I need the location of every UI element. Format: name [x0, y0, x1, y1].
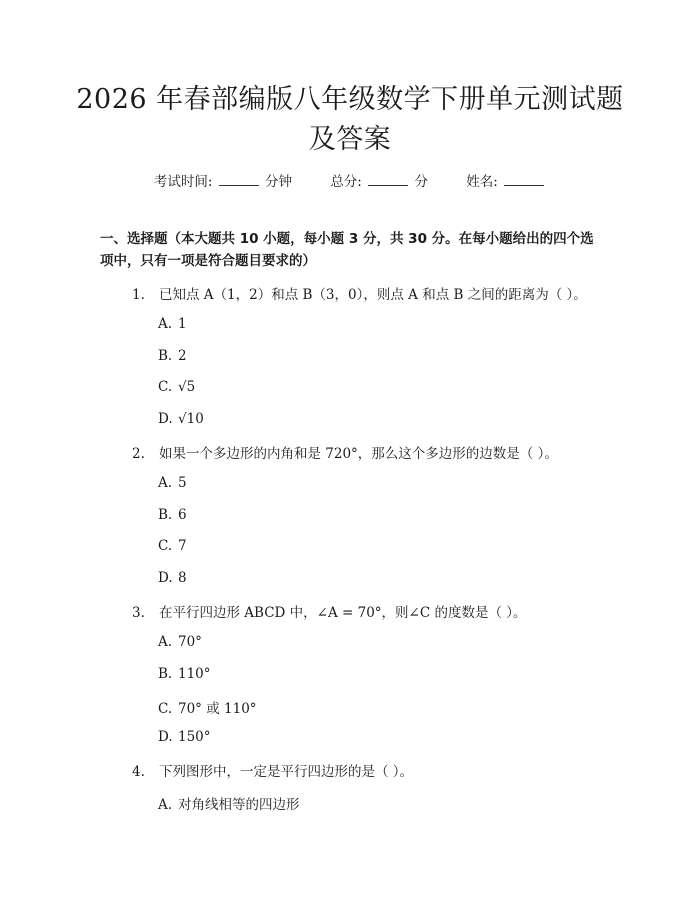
option-text: √5: [178, 379, 196, 395]
question-1: [132, 283, 587, 303]
score-blank[interactable]: [368, 174, 408, 186]
option-letter: A.: [158, 316, 173, 332]
exam-score: [330, 174, 432, 190]
option-letter: D.: [158, 570, 173, 586]
title-line-2: 及答案: [308, 124, 392, 155]
option-letter: B.: [158, 507, 173, 523]
option-2d: [158, 570, 187, 586]
option-text: 对角线相等的四边形: [178, 797, 300, 813]
option-text: 8: [178, 570, 187, 586]
question-text: 已知点 A（1，2）和点 B（3，0），则点 A 和点 B 之间的距离为（ ）。: [159, 287, 587, 303]
option-letter: C.: [158, 538, 173, 554]
question-number: 3.: [132, 605, 145, 621]
option-text: 5: [178, 475, 187, 491]
option-text: 1: [178, 316, 187, 332]
option-letter: C.: [158, 701, 173, 717]
option-1d: [158, 411, 204, 427]
option-text: 2: [178, 348, 187, 364]
option-text: 150°: [178, 729, 211, 745]
exam-time: [154, 174, 296, 190]
option-text: 70° 或 110°: [178, 701, 257, 717]
time-blank[interactable]: [219, 174, 259, 186]
page-title: [0, 80, 700, 160]
option-3b: [158, 666, 211, 682]
question-number: 2.: [132, 446, 145, 462]
option-letter: D.: [158, 729, 173, 745]
option-text: 7: [178, 538, 187, 554]
time-unit: 分钟: [265, 174, 293, 190]
option-letter: A.: [158, 797, 173, 813]
title-line-1: 2026 年春部编版八年级数学下册单元测试题: [76, 84, 624, 115]
option-4a: [158, 793, 300, 813]
option-letter: D.: [158, 411, 173, 427]
option-2b: [158, 507, 187, 523]
option-letter: A.: [158, 475, 173, 491]
option-letter: A.: [158, 634, 173, 650]
question-4: [132, 760, 413, 780]
option-text: √10: [178, 411, 204, 427]
option-letter: B.: [158, 348, 173, 364]
question-number: 4.: [132, 764, 145, 780]
option-letter: B.: [158, 666, 173, 682]
option-3c: [158, 697, 257, 717]
option-text: 110°: [178, 666, 211, 682]
section-heading-line-1: 一、选择题（本大题共 10 小题，每小题 3 分，共 30 分。在每小题给出的四个选: [100, 231, 594, 247]
score-unit: 分: [414, 174, 428, 190]
question-text: 下列图形中，一定是平行四边形的是（ ）。: [159, 764, 414, 780]
option-2a: [158, 475, 187, 491]
question-number: 1.: [132, 287, 145, 303]
section-heading: [100, 228, 610, 272]
exam-meta: [0, 170, 700, 190]
option-1c: [158, 379, 195, 395]
option-3a: [158, 634, 202, 650]
option-text: 6: [178, 507, 187, 523]
option-1a: [158, 316, 187, 332]
question-3: [132, 601, 527, 621]
question-text: 在平行四边形 ABCD 中，∠A = 70°，则∠C 的度数是（ ）。: [159, 605, 527, 621]
question-text: 如果一个多边形的内角和是 720°，那么这个多边形的边数是（ ）。: [159, 446, 558, 462]
option-1b: [158, 348, 187, 364]
option-text: 70°: [178, 634, 202, 650]
option-3d: [158, 729, 211, 745]
score-label: 总分:: [330, 174, 362, 190]
option-letter: C.: [158, 379, 173, 395]
name-blank[interactable]: [504, 174, 544, 186]
question-2: [132, 442, 558, 462]
option-2c: [158, 538, 187, 554]
exam-name: [466, 174, 546, 190]
name-label: 姓名:: [466, 174, 498, 190]
section-heading-line-2: 项中，只有一项是符合题目要求的）: [100, 253, 316, 269]
time-label: 考试时间:: [153, 174, 213, 190]
